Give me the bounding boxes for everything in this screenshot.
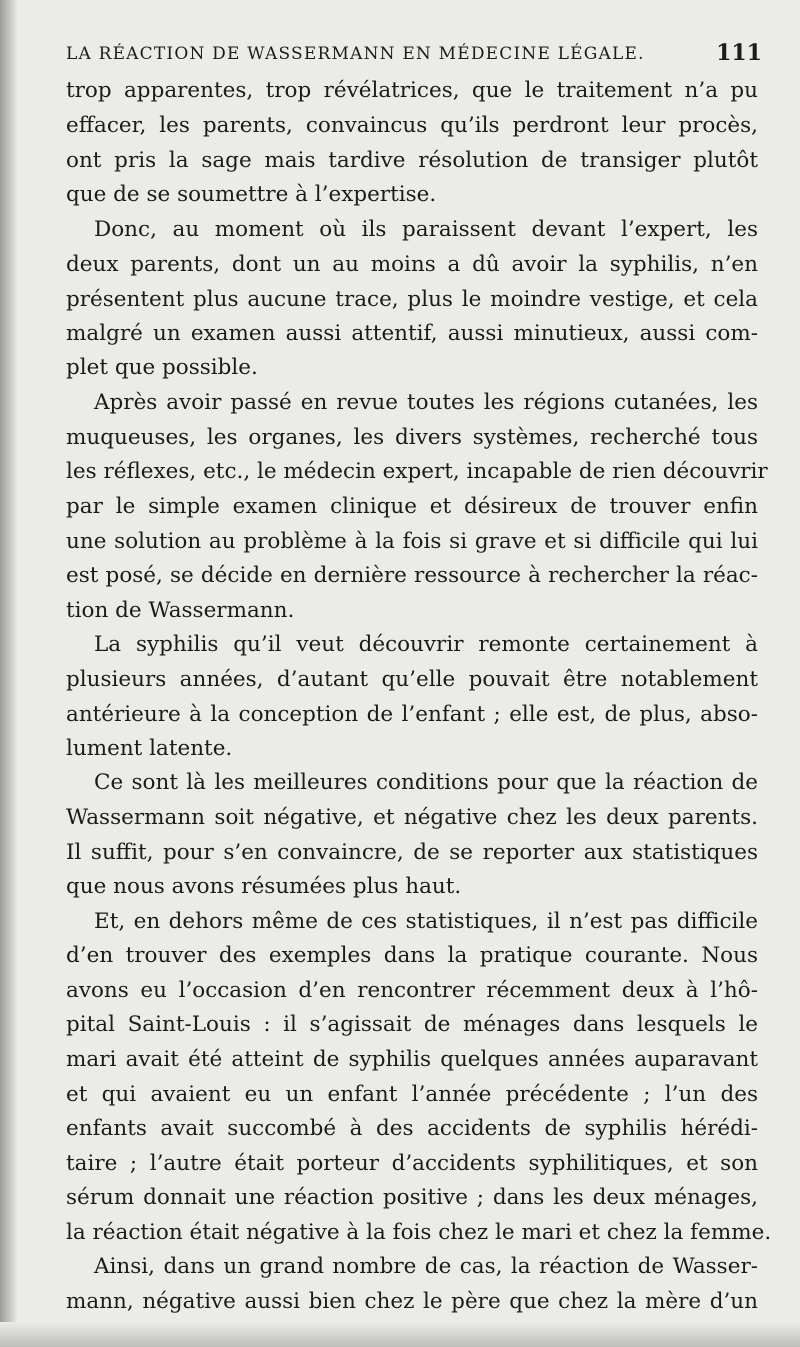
text-line: tion de Wassermann. [66,598,295,623]
text-line: enfants avait succombé à des accidents de syphilis hérédi- [66,1116,758,1141]
text-line: deux parents, dont un au moins a dû avoir la syphilis, n’en [66,252,758,277]
text-line: d’en trouver des exemples dans la pratique courante. Nous [66,943,758,968]
text-line: Donc, au moment où ils paraissent devant l’expert, les [94,217,758,242]
text-line: les réflexes, etc., le médecin expert, incapable de rien découvrir [66,459,768,484]
text-line: plusieurs années, d’autant qu’elle pouvait être notablement [66,667,758,692]
text-line: présentent plus aucune trace, plus le moindre vestige, et cela [66,287,758,312]
text-line: que nous avons résumées plus haut. [66,874,462,899]
text-line: est posé, se décide en dernière ressource à rechercher la réac- [66,563,758,588]
text-line: lument latente. [66,736,233,761]
text-line: avons eu l’occasion d’en rencontrer récemment deux à l’hô- [66,978,758,1003]
text-line: et qui avaient eu un enfant l’année précédente ; l’un des [66,1082,758,1107]
text-line: taire ; l’autre était porteur d’accidents syphilitiques, et son [66,1151,758,1176]
text-line: ont pris la sage mais tardive résolution de transiger plutôt [66,148,758,173]
text-line: la réaction était négative à la fois chez le mari et chez la femme. [66,1220,772,1245]
text-line: que de se soumettre à l’expertise. [66,182,437,207]
text-line: Ce sont là les meilleures conditions pour que la réaction de [94,770,758,795]
binding-shadow [0,0,18,1347]
text-line: antérieure à la conception de l’enfant ; elle est, de plus, abso- [66,702,758,727]
text-line: plet que possible. [66,355,258,380]
text-line: La syphilis qu’il veut découvrir remonte certainement à [94,632,758,657]
page-edge-shadow [0,1322,800,1347]
page-number: 111 [716,40,762,66]
text-line: Après avoir passé en revue toutes les régions cutanées, les [94,390,758,415]
text-line: mari avait été atteint de syphilis quelques années auparavant [66,1047,758,1072]
text-line: une solution au problème à la fois si grave et si difficile qui lui [66,529,758,554]
text-line: Ainsi, dans un grand nombre de cas, la réaction de Wasser- [94,1254,758,1279]
text-line: sérum donnait une réaction positive ; dans les deux ménages, [66,1185,758,1210]
text-line: Et, en dehors même de ces statistiques, il n’est pas difficile [94,909,758,934]
text-line: effacer, les parents, convaincus qu’ils perdront leur procès, [66,113,758,138]
text-line: muqueuses, les organes, les divers systèmes, recherché tous [66,425,758,450]
text-line: mann, négative aussi bien chez le père que chez la mère d’un [66,1289,758,1314]
text-line: par le simple examen clinique et désireux de trouver enfin [66,494,758,519]
text-line: pital Saint-Louis : il s’agissait de ménages dans lesquels le [66,1012,758,1037]
text-line: trop apparentes, trop révélatrices, que le traitement n’a pu [66,78,758,103]
running-title: LA RÉACTION DE WASSERMANN EN MÉDECINE LÉGALE. [66,44,645,64]
text-line: Il suffit, pour s’en convaincre, de se reporter aux statistiques [66,840,758,865]
text-line: Wassermann soit négative, et négative chez les deux parents. [66,805,758,830]
page-header [66,40,762,70]
text-line: malgré un examen aussi attentif, aussi minutieux, aussi com- [66,321,758,346]
